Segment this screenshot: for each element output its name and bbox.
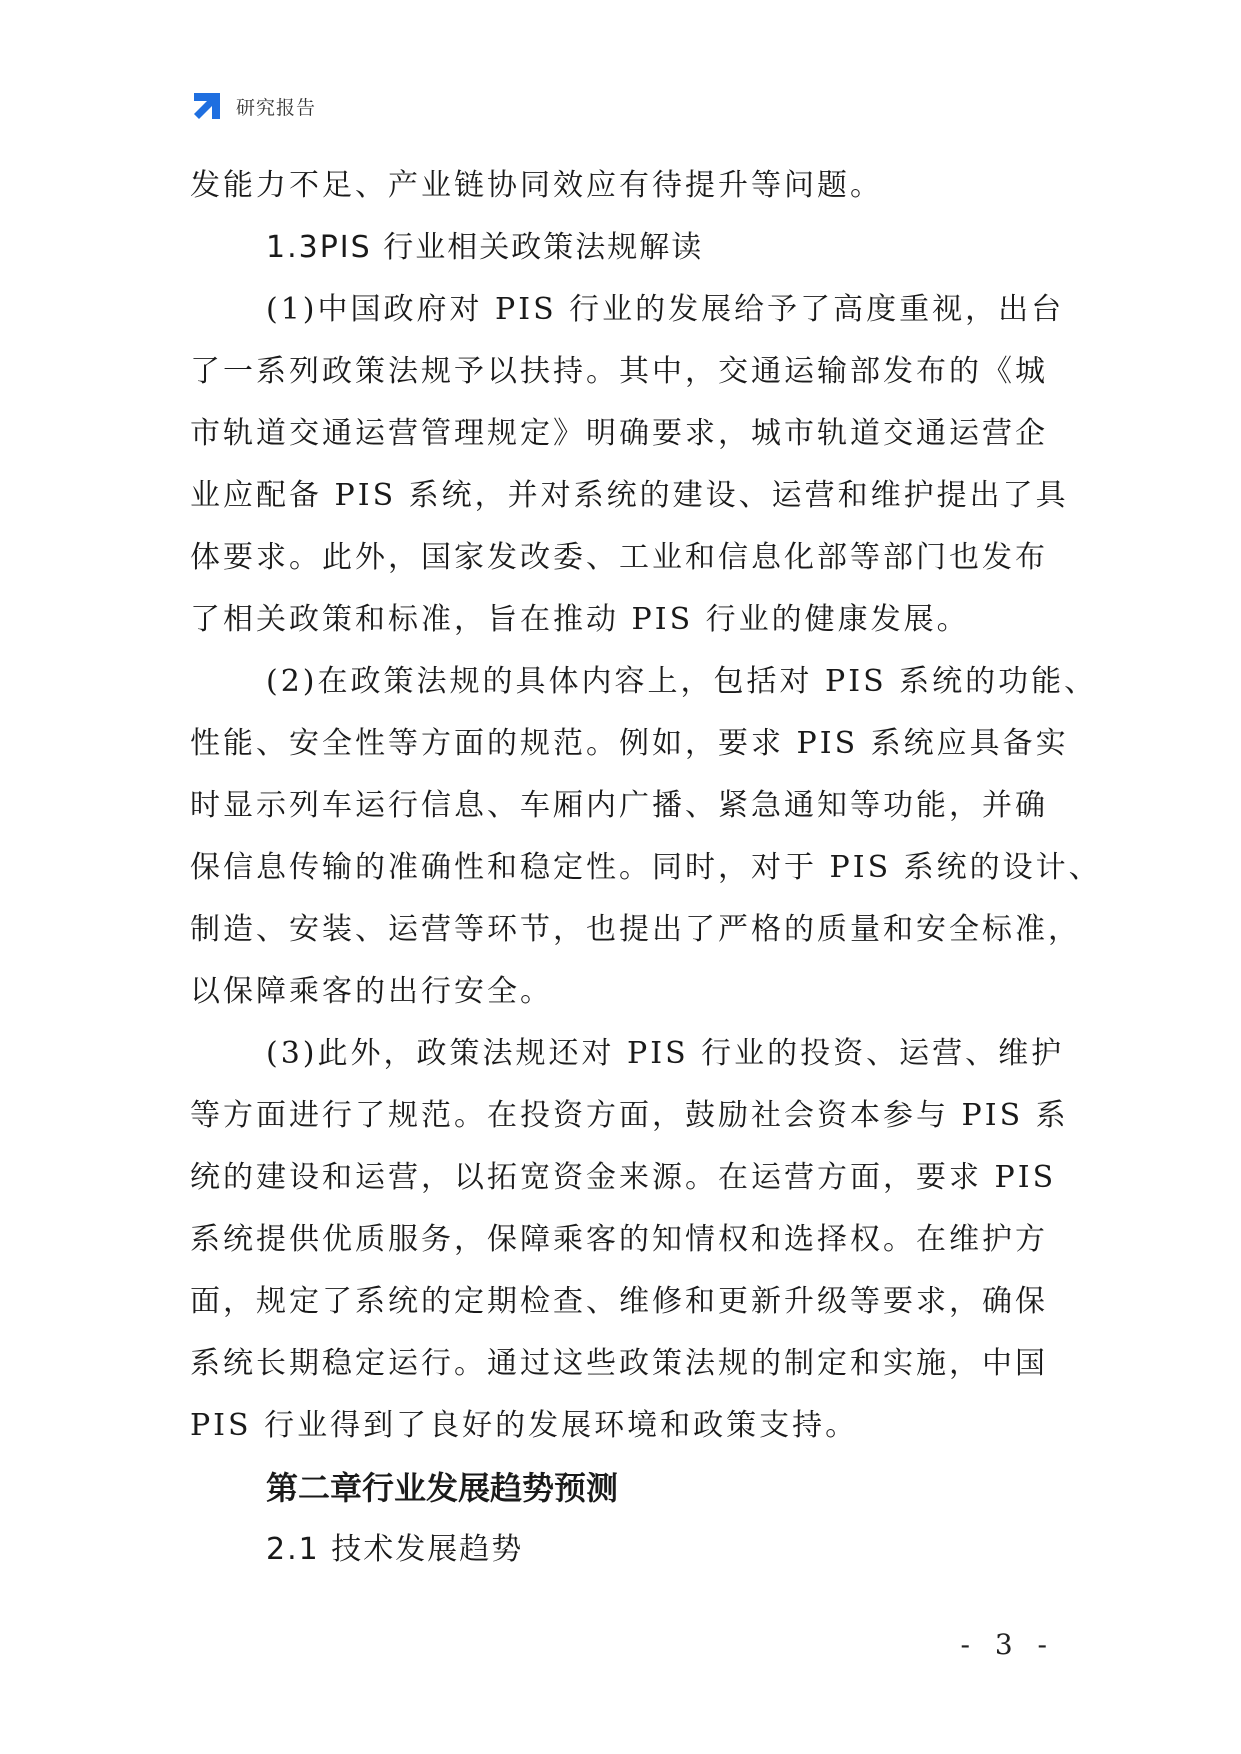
paragraph-line: 发能力不足、产业链协同效应有待提升等问题。 <box>190 168 883 203</box>
paragraph-line: 统的建设和运营，以拓宽资金来源。在运营方面，要求 PIS <box>190 1160 1057 1195</box>
paragraph-line: 系统提供优质服务，保障乘客的知情权和选择权。在维护方 <box>190 1222 1048 1257</box>
report-header <box>190 88 316 124</box>
paragraph-line: 以保障乘客的出行安全。 <box>190 974 553 1009</box>
paragraph-line: (1)中国政府对 PIS 行业的发展给予了高度重视，出台 <box>266 292 1065 327</box>
section-heading: 2.1 技术发展趋势 <box>266 1532 524 1567</box>
paragraph-line: 性能、安全性等方面的规范。例如，要求 PIS 系统应具备实 <box>190 726 1069 761</box>
paragraph-line: 业应配备 PIS 系统，并对系统的建设、运营和维护提出了具 <box>190 478 1069 513</box>
paragraph-line: 保信息传输的准确性和稳定性。同时，对于 PIS 系统的设计、 <box>190 850 1102 885</box>
arrow-logo-icon <box>190 89 224 123</box>
chapter-heading: 第二章行业发展趋势预测 <box>266 1469 619 1507</box>
paragraph-line: 了相关政策和标准，旨在推动 PIS 行业的健康发展。 <box>190 602 970 637</box>
paragraph-line: 等方面进行了规范。在投资方面，鼓励社会资本参与 PIS 系 <box>190 1098 1069 1133</box>
section-heading: 1.3PIS 行业相关政策法规解读 <box>266 230 704 265</box>
page-number: - 3 - <box>960 1628 1055 1661</box>
paragraph-line: (2)在政策法规的具体内容上，包括对 PIS 系统的功能、 <box>266 664 1098 699</box>
paragraph-line: 了一系列政策法规予以扶持。其中，交通运输部发布的《城 <box>190 354 1048 389</box>
paragraph-line: (3)此外，政策法规还对 PIS 行业的投资、运营、维护 <box>266 1036 1065 1071</box>
document-body <box>190 155 1102 1581</box>
header-title: 研究报告 <box>236 96 317 119</box>
paragraph-line: 时显示列车运行信息、车厢内广播、紧急通知等功能，并确 <box>190 788 1048 823</box>
paragraph-line: 制造、安装、运营等环节，也提出了严格的质量和安全标准， <box>190 912 1081 947</box>
paragraph-line: 体要求。此外，国家发改委、工业和信息化部等部门也发布 <box>190 540 1048 575</box>
paragraph-line: 面，规定了系统的定期检查、维修和更新升级等要求，确保 <box>190 1284 1048 1319</box>
paragraph-line: 市轨道交通运营管理规定》明确要求，城市轨道交通运营企 <box>190 416 1048 451</box>
paragraph-line: PIS 行业得到了良好的发展环境和政策支持。 <box>190 1408 859 1443</box>
paragraph-line: 系统长期稳定运行。通过这些政策法规的制定和实施，中国 <box>190 1346 1048 1381</box>
